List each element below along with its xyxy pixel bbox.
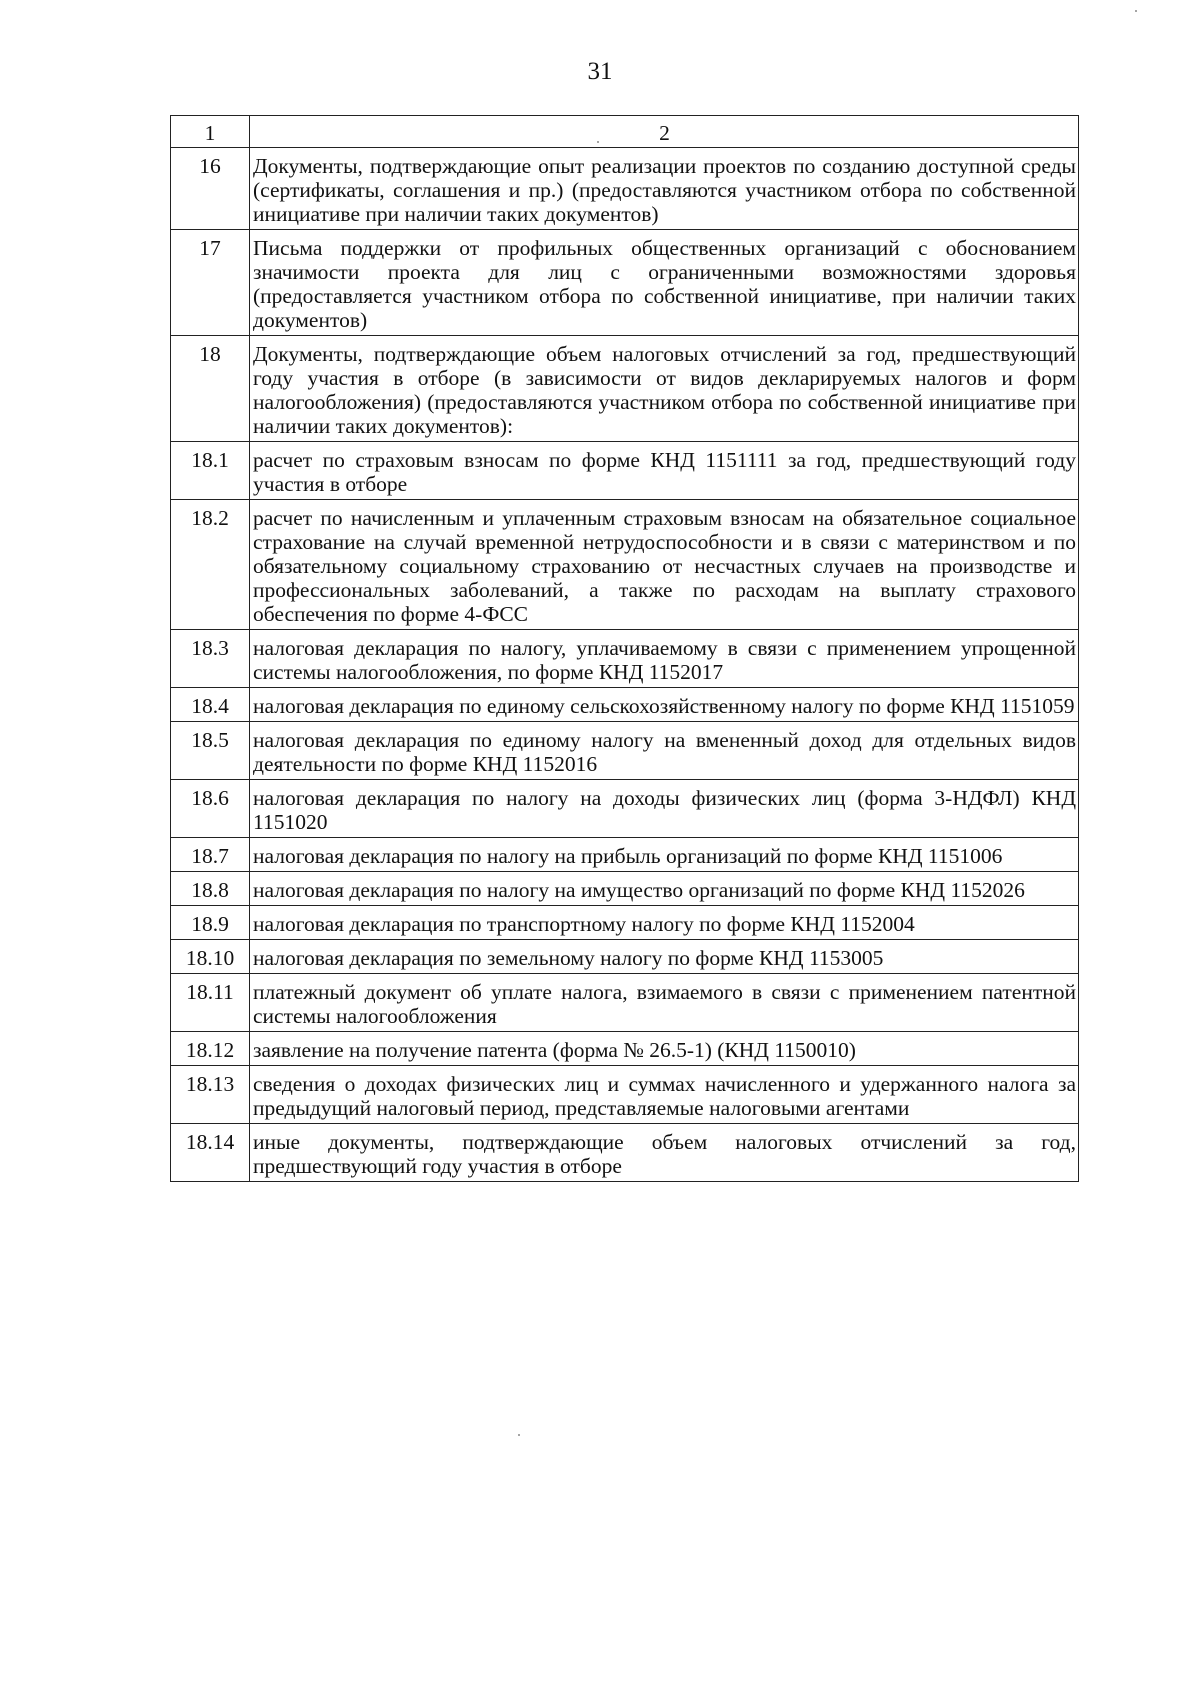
table-header-row	[171, 116, 1079, 148]
table-row	[171, 630, 1079, 688]
table-row	[171, 1124, 1079, 1182]
row-description: расчет по начисленным и уплаченным страховым взносам на обязательное социальное страхование на случай временной нетрудоспособности и в связи с материнством и по обязательному социальному страхованию от несчастных случаев на производстве и профессиональных заболеваний, а также по расходам на выплату страхового обеспечения по форме 4-ФСС	[250, 500, 1079, 630]
row-number: 18.1	[171, 442, 250, 500]
row-number: 18.11	[171, 974, 250, 1032]
row-number: 18.13	[171, 1066, 250, 1124]
table-body	[171, 116, 1079, 1182]
table-row	[171, 722, 1079, 780]
row-description: Документы, подтверждающие опыт реализации проектов по созданию доступной среды (сертификаты, соглашения и пр.) (предоставляются участником отбора по собственной инициативе при наличии таких документов)	[250, 148, 1079, 230]
row-description: налоговая декларация по налогу на прибыль организаций по форме КНД 1151006	[250, 838, 1079, 872]
row-number: 18.10	[171, 940, 250, 974]
table-row	[171, 780, 1079, 838]
row-description: расчет по страховым взносам по форме КНД 1151111 за год, предшествующий году участия в отборе	[250, 442, 1079, 500]
row-number: 18.4	[171, 688, 250, 722]
row-description: платежный документ об уплате налога, взимаемого в связи с применением патентной системы налогообложения	[250, 974, 1079, 1032]
table-row	[171, 906, 1079, 940]
table-row	[171, 838, 1079, 872]
header-col-2: 2	[250, 116, 1079, 148]
table-row	[171, 688, 1079, 722]
row-number: 18.12	[171, 1032, 250, 1066]
row-number: 18.3	[171, 630, 250, 688]
table-row	[171, 148, 1079, 230]
row-number: 17	[171, 230, 250, 336]
scan-speck	[597, 141, 599, 143]
row-description: сведения о доходах физических лиц и суммах начисленного и удержанного налога за предыдущий налоговый период, представляемые налоговыми агентами	[250, 1066, 1079, 1124]
table-row	[171, 974, 1079, 1032]
row-number: 18	[171, 336, 250, 442]
scan-speck	[518, 1434, 520, 1436]
table-row	[171, 500, 1079, 630]
row-number: 16	[171, 148, 250, 230]
table-row	[171, 230, 1079, 336]
row-description: Письма поддержки от профильных общественных организаций с обоснованием значимости проекта для лиц с ограниченными возможностями здоровья (предоставляется участником отбора по собственной инициативе, при наличии таких документов)	[250, 230, 1079, 336]
row-description: налоговая декларация по единому налогу на вмененный доход для отдельных видов деятельности по форме КНД 1152016	[250, 722, 1079, 780]
table-row	[171, 336, 1079, 442]
row-number: 18.9	[171, 906, 250, 940]
table-row	[171, 1032, 1079, 1066]
row-description: налоговая декларация по единому сельскохозяйственному налогу по форме КНД 1151059	[250, 688, 1079, 722]
page-number: 31	[587, 58, 613, 85]
header-col-1: 1	[171, 116, 250, 148]
row-description: Документы, подтверждающие объем налоговых отчислений за год, предшествующий году участия в отборе (в зависимости от видов декларируемых налогов и форм налогообложения) (предоставляются участником отбора по собственной инициативе при наличии таких документов):	[250, 336, 1079, 442]
row-number: 18.5	[171, 722, 250, 780]
table-row	[171, 442, 1079, 500]
row-description: налоговая декларация по налогу на доходы физических лиц (форма 3-НДФЛ) КНД 1151020	[250, 780, 1079, 838]
row-description: иные документы, подтверждающие объем налоговых отчислений за год, предшествующий году участия в отборе	[250, 1124, 1079, 1182]
row-number: 18.7	[171, 838, 250, 872]
row-number: 18.6	[171, 780, 250, 838]
row-number: 18.14	[171, 1124, 250, 1182]
table-row	[171, 940, 1079, 974]
documents-table	[170, 115, 1079, 1182]
table-row	[171, 872, 1079, 906]
table-row	[171, 1066, 1079, 1124]
row-description: заявление на получение патента (форма № 26.5-1) (КНД 1150010)	[250, 1032, 1079, 1066]
row-number: 18.8	[171, 872, 250, 906]
scan-speck	[1135, 10, 1137, 12]
row-description: налоговая декларация по земельному налогу по форме КНД 1153005	[250, 940, 1079, 974]
row-description: налоговая декларация по налогу на имущество организаций по форме КНД 1152026	[250, 872, 1079, 906]
row-number: 18.2	[171, 500, 250, 630]
row-description: налоговая декларация по налогу, уплачиваемому в связи с применением упрощенной системы налогообложения, по форме КНД 1152017	[250, 630, 1079, 688]
row-description: налоговая декларация по транспортному налогу по форме КНД 1152004	[250, 906, 1079, 940]
